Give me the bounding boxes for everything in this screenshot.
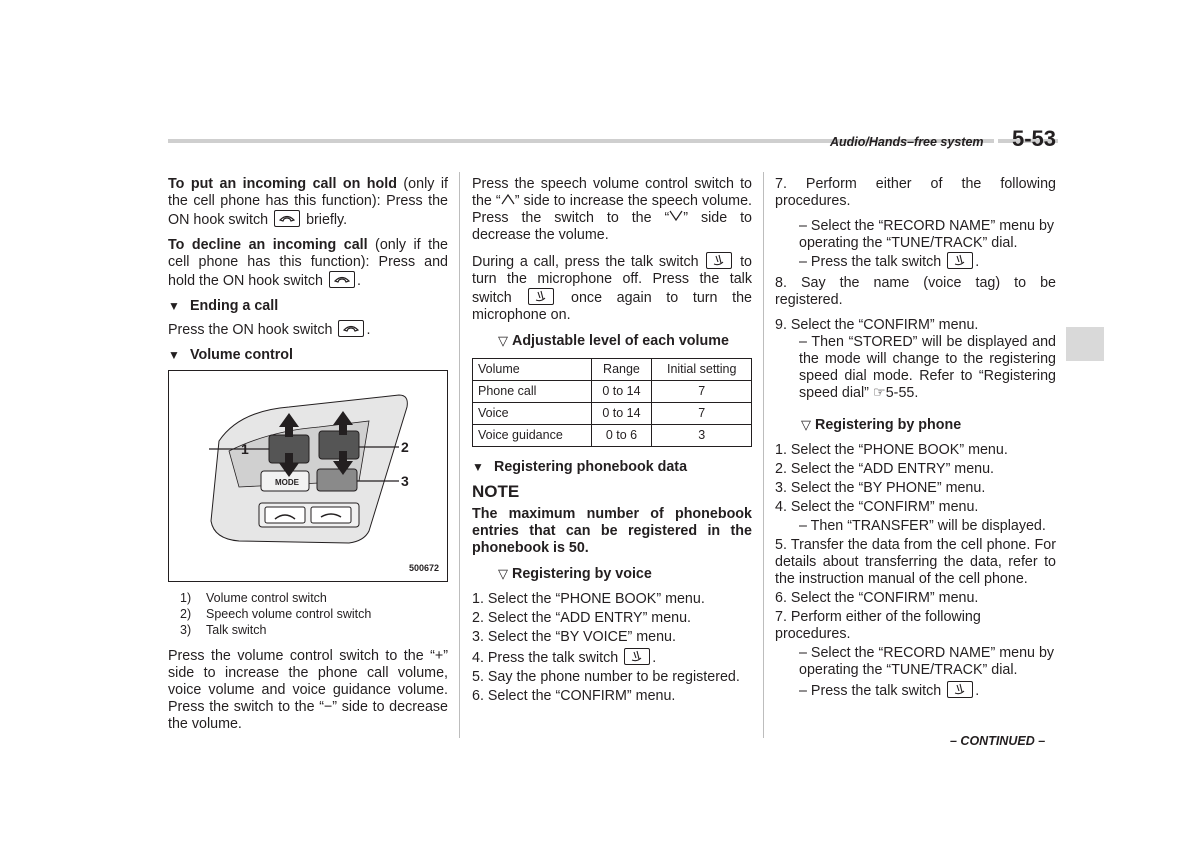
table-header-cell: Volume [473, 359, 592, 381]
voice-steps [472, 591, 752, 705]
table-cell: 0 to 6 [591, 425, 652, 447]
callout-3: 3 [401, 473, 409, 489]
list-item: 6. Select the “CONFIRM” menu. [775, 590, 979, 606]
on-hook-switch-icon [329, 271, 355, 288]
on-hook-switch-icon [338, 320, 364, 337]
table-cell: Voice [473, 403, 592, 425]
phone-steps [775, 442, 1056, 700]
section-title: Audio/Hands–free system [830, 135, 984, 149]
mode-button-label: MODE [275, 478, 299, 487]
registering-phonebook-heading: ▼ Registering phonebook data [472, 459, 688, 475]
column-divider-2 [763, 172, 764, 738]
table-row [473, 425, 752, 447]
up-caret-icon [501, 193, 515, 205]
triangle-bullet-icon: ▼ [472, 460, 484, 474]
ending-call-heading: ▼ Ending a call [168, 298, 279, 314]
talk-switch-icon [706, 252, 732, 269]
registering-by-voice-heading: ▽ Registering by voice [498, 566, 652, 582]
list-item: 2. Select the “ADD ENTRY” menu. [775, 461, 995, 477]
step-7-option-b: – Press the talk switch . [799, 254, 980, 270]
caption-item: 3) Talk switch [180, 623, 267, 637]
list-item-note: – Then “TRANSFER” will be displayed. [799, 518, 1046, 534]
list-item: 4. Select the “CONFIRM” menu. [775, 499, 979, 515]
decline-paragraph: To decline an incoming call (only if the cell phone has this function): Press and hold the ON hook switch . [168, 237, 448, 289]
table-cell: Voice guidance [473, 425, 592, 447]
list-item: 5. Say the phone number to be registered. [472, 669, 740, 685]
talk-switch-icon [528, 288, 554, 305]
list-item: 3. Select the “BY VOICE” menu. [472, 629, 676, 645]
table-cell: Phone call [473, 381, 592, 403]
list-item: 1. Select the “PHONE BOOK” menu. [775, 442, 1008, 458]
open-triangle-icon: ▽ [498, 333, 508, 348]
steering-switch-figure [168, 370, 448, 582]
talk-switch-paragraph: During a call, press the talk switch to turn the microphone off. Press the talk switch once again to turn the microphone on. [472, 254, 752, 323]
list-item: 6. Select the “CONFIRM” menu. [472, 688, 676, 704]
callout-1: 1 [241, 441, 249, 457]
note-title: NOTE [472, 482, 520, 501]
hold-lead: To put an incoming call on hold [168, 176, 397, 192]
chapter-tab [1066, 327, 1104, 361]
note-body: The maximum number of phonebook entries that can be registered in the phonebook is 50. [472, 506, 752, 556]
down-caret-icon [669, 210, 683, 222]
step-7-option-a: – Select the “RECORD NAME” menu by operating the “TUNE/TRACK” dial. [799, 218, 1055, 251]
table-cell: 7 [652, 381, 752, 403]
step-8: 8. Say the name (voice tag) to be registered. [775, 275, 1056, 308]
continued-label: – CONTINUED – [950, 734, 1046, 748]
speech-volume-paragraph: Press the speech volume control switch to the “ ” side to increase the speech volume. Press the switch to the “ ” side to decrease the volume. [472, 176, 753, 243]
list-item: 3. Select the “BY PHONE” menu. [775, 480, 986, 496]
list-item-note: – Press the talk switch . [799, 683, 980, 699]
figure-code: 500672 [408, 563, 439, 573]
column-divider-1 [459, 172, 460, 738]
list-item: 2. Select the “ADD ENTRY” menu. [472, 610, 692, 626]
open-triangle-icon: ▽ [498, 566, 508, 581]
table-header-cell: Range [591, 359, 652, 381]
table-row [473, 403, 752, 425]
hold-paragraph: To put an incoming call on hold (only if the cell phone has this function): Press the ON hook switch briefly. [168, 176, 448, 228]
page-number: 5-53 [1012, 126, 1057, 151]
caption-item: 1) Volume control switch [180, 591, 327, 605]
column-3 [775, 176, 1056, 702]
list-item: 5. Transfer the data from the cell phone. For details about transferring the data, refer to the instruction manual of the cell phone. [775, 537, 1056, 587]
list-item-note: – Select the “RECORD NAME” menu by operating the “TUNE/TRACK” dial. [799, 645, 1055, 678]
registering-by-phone-heading: ▽ Registering by phone [801, 417, 962, 433]
table-cell: 3 [652, 425, 752, 447]
step-9-note: – Then “STORED” will be displayed and the mode will change to the registering speed dial mode. Refer to “Registering speed dial” ☞5-55. [799, 334, 1056, 401]
table-row [473, 381, 752, 403]
step-9: 9. Select the “CONFIRM” menu. [775, 317, 979, 333]
list-item: 1. Select the “PHONE BOOK” menu. [472, 591, 705, 607]
volume-paragraph: Press the volume control switch to the “+” side to increase the phone call volume, voice volume and voice guidance volume. Press the switch to the “−” side to decrease the volume. [168, 648, 448, 732]
volume-control-heading: ▼ Volume control [168, 347, 293, 363]
ending-paragraph: Press the ON hook switch . [168, 322, 371, 338]
table-header-cell: Initial setting [652, 359, 752, 381]
talk-switch-icon [624, 648, 650, 665]
table-cell: 0 to 14 [591, 381, 652, 403]
list-item: 4. Press the talk switch . [472, 650, 657, 666]
adjustable-level-heading: ▽ Adjustable level of each volume [498, 333, 729, 349]
talk-switch-icon [947, 252, 973, 269]
figure-captions [180, 590, 448, 638]
step-7: 7. Perform either of the following procedures. [775, 176, 1056, 209]
decline-lead: To decline an incoming call [168, 237, 368, 253]
triangle-bullet-icon: ▼ [168, 299, 180, 313]
volume-table [472, 358, 752, 447]
talk-switch-icon [947, 681, 973, 698]
caption-item: 2) Speech volume control switch [180, 607, 372, 621]
table-header-row [473, 359, 752, 381]
table-cell: 7 [652, 403, 752, 425]
callout-2: 2 [401, 439, 409, 455]
open-triangle-icon: ▽ [801, 417, 811, 432]
on-hook-switch-icon [274, 210, 300, 227]
triangle-bullet-icon: ▼ [168, 348, 180, 362]
list-item: 7. Perform either of the following procedures. [775, 609, 981, 642]
table-cell: 0 to 14 [591, 403, 652, 425]
column-1 [168, 176, 448, 741]
column-2 [472, 176, 752, 707]
